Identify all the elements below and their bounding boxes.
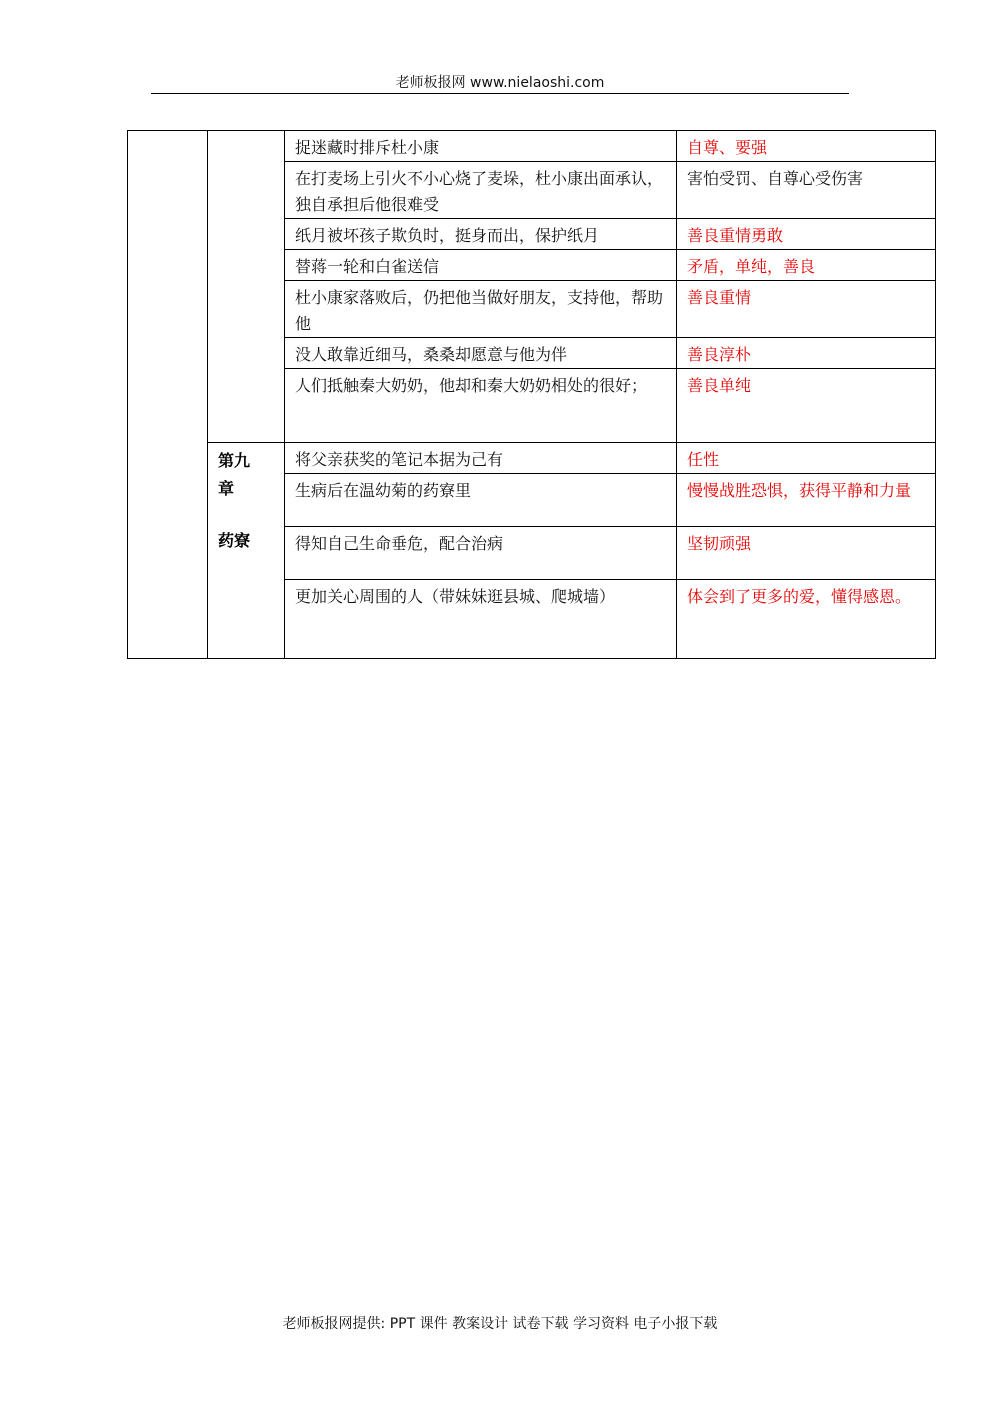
trait-cell: 慢慢战胜恐惧，获得平静和力量 [677, 474, 936, 527]
event-cell: 捉迷藏时排斥杜小康 [285, 131, 677, 162]
trait-cell: 善良淳朴 [677, 338, 936, 369]
blank-column-cell [128, 131, 208, 659]
trait-cell: 矛盾，单纯，善良 [677, 250, 936, 281]
event-cell: 杜小康家落败后，仍把他当做好朋友，支持他，帮助他 [285, 281, 677, 338]
trait-cell: 坚韧顽强 [677, 527, 936, 580]
trait-cell: 善良单纯 [677, 369, 936, 443]
event-cell: 人们抵触秦大奶奶，他却和秦大奶奶相处的很好； [285, 369, 677, 443]
event-cell: 没人敢靠近细马，桑桑却愿意与他为伴 [285, 338, 677, 369]
table-row [128, 443, 936, 474]
event-cell: 得知自己生命垂危，配合治病 [285, 527, 677, 580]
page-header: 老师板报网 www.nielaoshi.com [395, 75, 605, 91]
table-row [128, 131, 936, 162]
trait-cell: 善良重情勇敢 [677, 219, 936, 250]
chapter-title: 药寮 [218, 531, 251, 550]
event-cell: 替蒋一轮和白雀送信 [285, 250, 677, 281]
trait-cell: 体会到了更多的爱，懂得感恩。 [677, 580, 936, 659]
character-analysis-table [127, 130, 936, 659]
blank-chapter-cell [208, 131, 285, 443]
chapter-word: 章 [218, 479, 235, 498]
page-footer: 老师板报网提供: PPT 课件 教案设计 试卷下载 学习资料 电子小报下载 [282, 1316, 718, 1332]
event-cell: 生病后在温幼菊的药寮里 [285, 474, 677, 527]
header-divider [151, 93, 849, 94]
chapter-label-cell [208, 443, 285, 659]
trait-cell: 自尊、要强 [677, 131, 936, 162]
event-cell: 纸月被坏孩子欺负时，挺身而出，保护纸月 [285, 219, 677, 250]
trait-cell: 任性 [677, 443, 936, 474]
event-cell: 在打麦场上引火不小心烧了麦垛，杜小康出面承认，独自承担后他很难受 [285, 162, 677, 219]
trait-cell: 害怕受罚、自尊心受伤害 [677, 162, 936, 219]
trait-cell: 善良重情 [677, 281, 936, 338]
event-cell: 将父亲获奖的笔记本据为己有 [285, 443, 677, 474]
chapter-number: 第九 [218, 451, 251, 470]
event-cell: 更加关心周围的人（带妹妹逛县城、爬城墙） [285, 580, 677, 659]
